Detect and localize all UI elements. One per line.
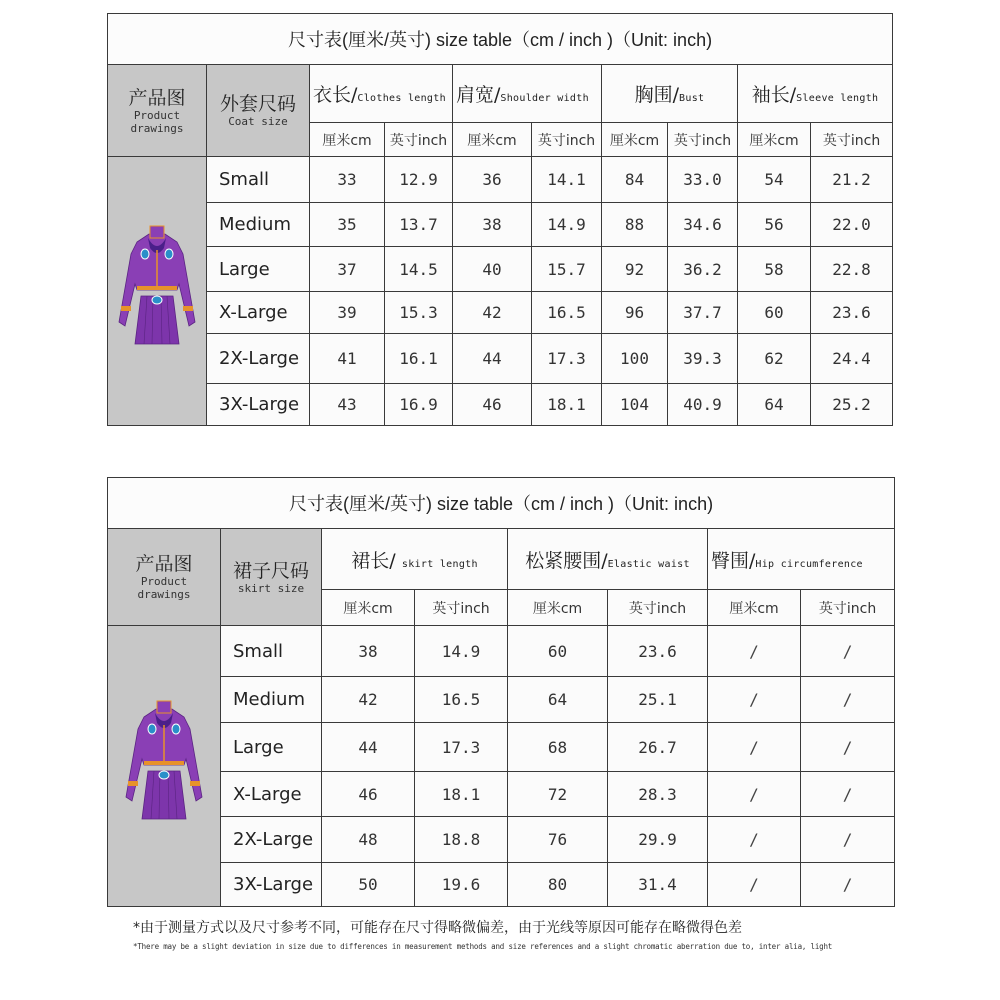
- cell: 13.7: [385, 203, 453, 247]
- cell: /: [801, 772, 895, 817]
- cell: 46: [322, 772, 415, 817]
- cell: 17.3: [532, 334, 602, 384]
- cell: 28.3: [608, 772, 708, 817]
- cell: 64: [508, 677, 608, 723]
- table-row: [108, 677, 895, 723]
- cell: 36.2: [668, 247, 738, 292]
- cell: 48: [322, 817, 415, 863]
- cell: /: [708, 772, 801, 817]
- cell: 50: [322, 863, 415, 907]
- cell: 72: [508, 772, 608, 817]
- cell: 64: [738, 384, 811, 426]
- cell: /: [708, 817, 801, 863]
- table-row: [108, 817, 895, 863]
- sleeve-length-header: 袖长/Sleeve length: [738, 65, 893, 123]
- cell: 34.6: [668, 203, 738, 247]
- table-row: [108, 863, 895, 907]
- table-row: [108, 247, 893, 292]
- cell: 21.2: [811, 157, 893, 203]
- cell: /: [801, 626, 895, 677]
- cell: 37.7: [668, 292, 738, 334]
- cell: /: [801, 817, 895, 863]
- coat-size-table: [107, 13, 893, 426]
- unit-inch: 英寸inch: [801, 590, 895, 626]
- cell: 68: [508, 723, 608, 772]
- cell: 35: [310, 203, 385, 247]
- cell: 18.1: [415, 772, 508, 817]
- cell: 16.1: [385, 334, 453, 384]
- cell: 41: [310, 334, 385, 384]
- cell: /: [801, 863, 895, 907]
- unit-cm: 厘米cm: [708, 590, 801, 626]
- size-label: 2X-Large: [221, 817, 322, 863]
- cell: 62: [738, 334, 811, 384]
- cell: 16.9: [385, 384, 453, 426]
- cell: 14.9: [532, 203, 602, 247]
- cell: 40: [453, 247, 532, 292]
- cell: 33: [310, 157, 385, 203]
- cell: 17.3: [415, 723, 508, 772]
- size-label: Large: [221, 723, 322, 772]
- size-label: X-Large: [207, 292, 310, 334]
- cell: 18.1: [532, 384, 602, 426]
- costume-illustration-icon: [117, 224, 197, 354]
- cell: 24.4: [811, 334, 893, 384]
- table-row: [108, 626, 895, 677]
- size-label: Small: [207, 157, 310, 203]
- product-image: [108, 626, 221, 907]
- cell: 15.3: [385, 292, 453, 334]
- skirt-length-header: 裙长/ skirt length: [322, 529, 508, 590]
- unit-cm: 厘米cm: [738, 123, 811, 157]
- cell: 104: [602, 384, 668, 426]
- cell: 26.7: [608, 723, 708, 772]
- cell: /: [708, 677, 801, 723]
- cell: 23.6: [608, 626, 708, 677]
- cell: 60: [508, 626, 608, 677]
- cell: /: [801, 723, 895, 772]
- cell: 46: [453, 384, 532, 426]
- size-label: X-Large: [221, 772, 322, 817]
- cell: 58: [738, 247, 811, 292]
- cell: 92: [602, 247, 668, 292]
- cell: 36: [453, 157, 532, 203]
- costume-illustration-icon: [119, 699, 209, 829]
- unit-inch: 英寸inch: [385, 123, 453, 157]
- disclaimer-note-en: *There may be a slight deviation in size due to differences in measurement methods and size references and a slight chromatic aberration due to, inter alia, light: [133, 942, 833, 951]
- table-row: [108, 723, 895, 772]
- cell: 44: [453, 334, 532, 384]
- cell: 31.4: [608, 863, 708, 907]
- table-row: [108, 334, 893, 384]
- cell: 25.1: [608, 677, 708, 723]
- cell: 39.3: [668, 334, 738, 384]
- cell: 42: [322, 677, 415, 723]
- cell: 14.9: [415, 626, 508, 677]
- size-label: 3X-Large: [221, 863, 322, 907]
- table-row: [108, 384, 893, 426]
- skirt-size-table: [107, 477, 895, 907]
- cell: 18.8: [415, 817, 508, 863]
- cell: /: [708, 863, 801, 907]
- table-row: [108, 203, 893, 247]
- cell: 76: [508, 817, 608, 863]
- cell: 29.9: [608, 817, 708, 863]
- size-label: Medium: [207, 203, 310, 247]
- size-label: Large: [207, 247, 310, 292]
- product-drawings-header: 产品图 Product drawings: [108, 65, 207, 157]
- product-drawings-header: 产品图 Product drawings: [108, 529, 221, 626]
- cell: 12.9: [385, 157, 453, 203]
- cell: 43: [310, 384, 385, 426]
- hip-circumference-header: 臀围/Hip circumference: [708, 529, 895, 590]
- size-label: Small: [221, 626, 322, 677]
- cell: /: [708, 723, 801, 772]
- unit-cm: 厘米cm: [508, 590, 608, 626]
- disclaimer-note-cn: *由于测量方式以及尺寸参考不同，可能存在尺寸得略微偏差，由于光线等原因可能存在略微得色差: [133, 920, 742, 936]
- size-label: 2X-Large: [207, 334, 310, 384]
- cell: 25.2: [811, 384, 893, 426]
- cell: 84: [602, 157, 668, 203]
- unit-cm: 厘米cm: [310, 123, 385, 157]
- size-label: 3X-Large: [207, 384, 310, 426]
- product-image: [108, 157, 207, 426]
- cell: 19.6: [415, 863, 508, 907]
- cell: 38: [322, 626, 415, 677]
- cell: 22.0: [811, 203, 893, 247]
- table-row: [108, 157, 893, 203]
- cell: 42: [453, 292, 532, 334]
- cell: 38: [453, 203, 532, 247]
- skirt-table-title: 尺寸表(厘米/英寸) size table（cm / inch )（Unit: inch): [108, 478, 895, 529]
- cell: 100: [602, 334, 668, 384]
- cell: 37: [310, 247, 385, 292]
- cell: 14.1: [532, 157, 602, 203]
- cell: 33.0: [668, 157, 738, 203]
- cell: 22.8: [811, 247, 893, 292]
- skirt-size-header: 裙子尺码 skirt size: [221, 529, 322, 626]
- cell: 96: [602, 292, 668, 334]
- cell: 39: [310, 292, 385, 334]
- cell: 54: [738, 157, 811, 203]
- unit-cm: 厘米cm: [453, 123, 532, 157]
- clothes-length-header: 衣长/Clothes length: [310, 65, 453, 123]
- cell: /: [708, 626, 801, 677]
- cell: 60: [738, 292, 811, 334]
- shoulder-width-header: 肩宽/Shoulder width: [453, 65, 602, 123]
- unit-inch: 英寸inch: [608, 590, 708, 626]
- cell: 80: [508, 863, 608, 907]
- unit-inch: 英寸inch: [668, 123, 738, 157]
- cell: 40.9: [668, 384, 738, 426]
- cell: 16.5: [532, 292, 602, 334]
- table-row: [108, 292, 893, 334]
- cell: 56: [738, 203, 811, 247]
- unit-inch: 英寸inch: [811, 123, 893, 157]
- bust-header: 胸围/Bust: [602, 65, 738, 123]
- unit-inch: 英寸inch: [415, 590, 508, 626]
- cell: 14.5: [385, 247, 453, 292]
- cell: 88: [602, 203, 668, 247]
- coat-table-title: 尺寸表(厘米/英寸) size table（cm / inch )（Unit: inch): [108, 14, 893, 65]
- unit-cm: 厘米cm: [602, 123, 668, 157]
- size-label: Medium: [221, 677, 322, 723]
- cell: 15.7: [532, 247, 602, 292]
- coat-size-header: 外套尺码 Coat size: [207, 65, 310, 157]
- cell: 44: [322, 723, 415, 772]
- unit-inch: 英寸inch: [532, 123, 602, 157]
- cell: 16.5: [415, 677, 508, 723]
- cell: /: [801, 677, 895, 723]
- elastic-waist-header: 松紧腰围/Elastic waist: [508, 529, 708, 590]
- table-row: [108, 772, 895, 817]
- unit-cm: 厘米cm: [322, 590, 415, 626]
- cell: 23.6: [811, 292, 893, 334]
